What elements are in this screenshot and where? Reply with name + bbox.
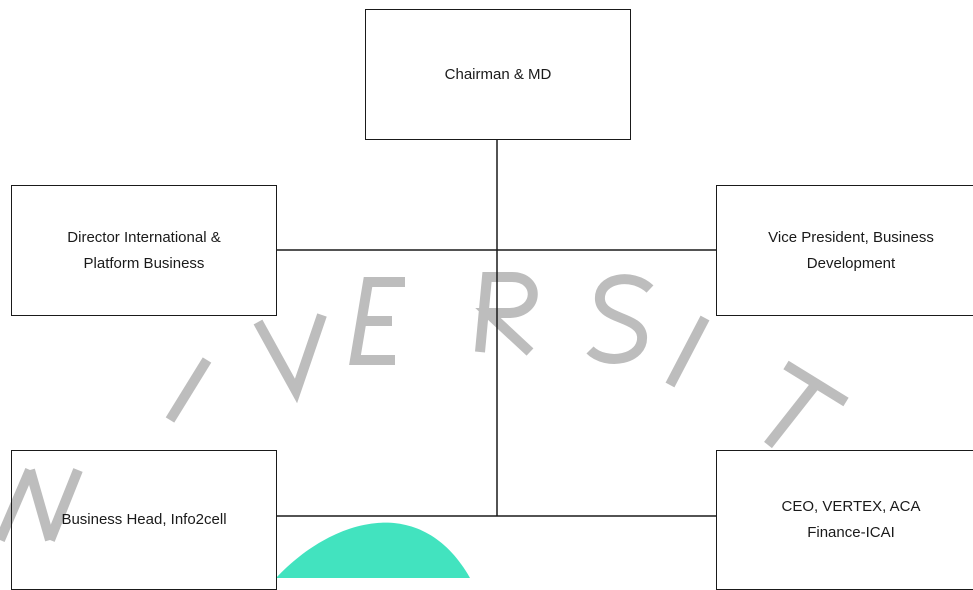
- org-node-label: CEO, VERTEX, ACA Finance-ICAI: [781, 498, 921, 541]
- org-node-label: Business Head, Info2cell: [61, 511, 227, 528]
- org-node-label: Director International & Platform Business: [67, 228, 221, 272]
- org-node-vice-president: [716, 185, 973, 316]
- org-node-director: [11, 185, 277, 316]
- org-node-chairman: [365, 9, 631, 140]
- org-node-ceo: [716, 450, 973, 590]
- org-node-label: Vice President, Business Development: [768, 228, 934, 272]
- org-node-label: Chairman & MD: [444, 65, 552, 83]
- org-node-business-head: [11, 450, 277, 590]
